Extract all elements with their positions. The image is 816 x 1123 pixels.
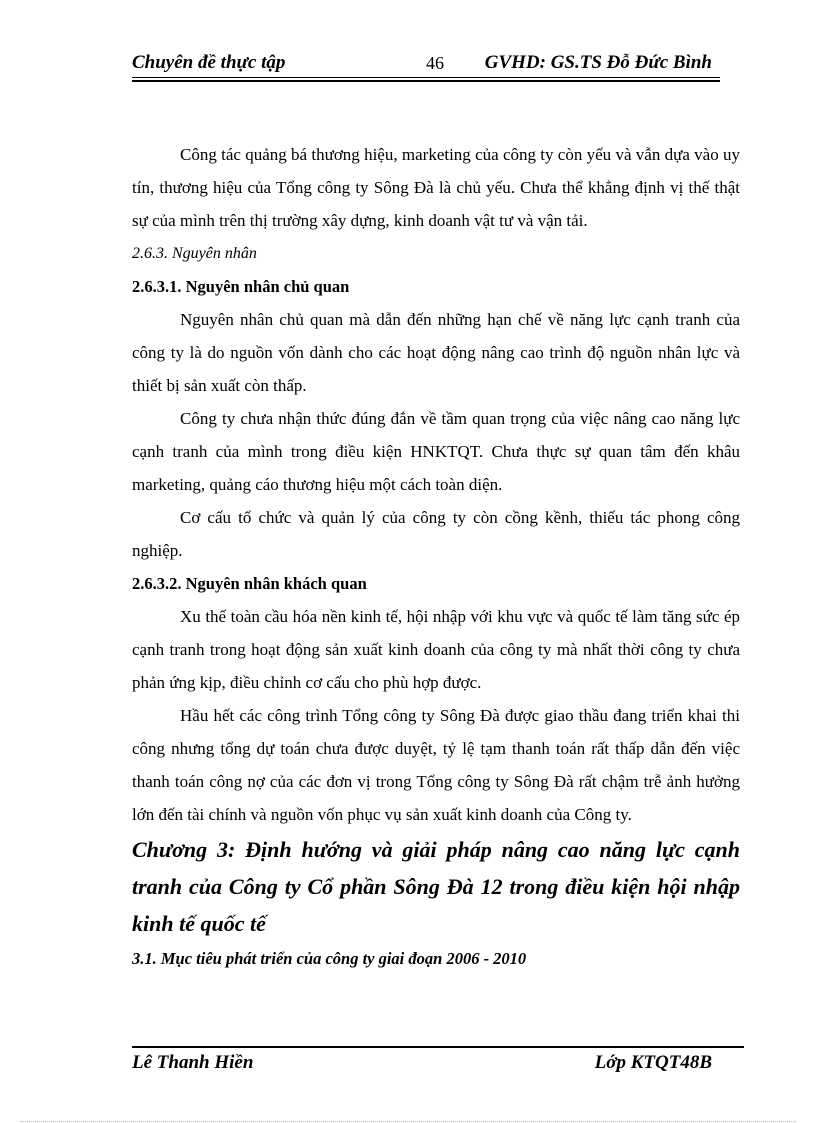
header-title: Chuyên đề thực tập bbox=[132, 52, 286, 73]
footer-author: Lê Thanh Hiền bbox=[132, 1052, 254, 1073]
paragraph-structure: Cơ cấu tổ chức và quản lý của công ty còn cồng kềnh, thiếu tác phong công nghiệp. bbox=[132, 508, 740, 560]
paragraph-payment-delay: Hầu hết các công trình Tổng công ty Sông Đà được giao thầu đang triển khai thi công nhưng tổng dự toán chưa được duyệt, tỷ lệ tạm thanh toán rất thấp dẫn đến việc thanh toán công nợ của các đơn vị trong Tổng công ty Sông Đà rất chậm trễ ảnh hưởng lớn đến tài chính và nguồn vốn phục vụ sản xuất kinh doanh của Công ty. bbox=[132, 706, 740, 824]
heading-2-6-3-1: 2.6.3.1. Nguyên nhân chủ quan bbox=[132, 277, 350, 296]
paragraph-globalization: Xu thế toàn cầu hóa nền kinh tế, hội nhập với khu vực và quốc tế làm tăng sức ép cạnh tranh trong hoạt động sản xuất kinh doanh của công ty mà nhất thời công ty chưa phản ứng kịp, điều chỉnh cơ cấu cho phù hợp được. bbox=[132, 607, 740, 692]
paragraph-subjective-cause: Nguyên nhân chủ quan mà dẫn đến những hạn chế về năng lực cạnh tranh của công ty là do nguồn vốn dành cho các hoạt động nâng cao trình độ nguồn nhân lực và thiết bị sản xuất còn thấp. bbox=[132, 310, 740, 395]
footer-divider bbox=[132, 1046, 744, 1048]
header-divider bbox=[132, 77, 720, 78]
page-header bbox=[132, 50, 720, 76]
header-supervisor: GVHD: GS.TS Đỗ Đức Bình bbox=[484, 52, 712, 73]
header-divider-thick bbox=[132, 80, 720, 82]
heading-2-6-3: 2.6.3. Nguyên nhân bbox=[132, 245, 257, 262]
page-body bbox=[132, 138, 740, 976]
footer-class: Lớp KTQT48B bbox=[594, 1052, 712, 1073]
paragraph-awareness: Công ty chưa nhận thức đúng đắn về tầm quan trọng của việc nâng cao năng lực cạnh tranh của mình trong điều kiện HNKTQT. Chưa thực sự quan tâm đến khâu marketing, quảng cáo thương hiệu một cách toàn diện. bbox=[132, 409, 740, 494]
page-number: 46 bbox=[426, 53, 444, 73]
page-edge-guide bbox=[20, 1121, 796, 1122]
heading-2-6-3-2: 2.6.3.2. Nguyên nhân khách quan bbox=[132, 574, 367, 593]
page-footer bbox=[132, 1050, 712, 1076]
paragraph-marketing: Công tác quảng bá thương hiệu, marketing của công ty còn yếu và vẫn dựa vào uy tín, thương hiệu của Tổng công ty Sông Đà là chủ yếu. Chưa thể khẳng định vị thế thật sự của mình trên thị trường xây dựng, kinh doanh vật tư và vận tải. bbox=[132, 145, 740, 230]
heading-3-1: 3.1. Mục tiêu phát triển của công ty giai đoạn 2006 - 2010 bbox=[132, 949, 527, 968]
chapter-3-title: Chương 3: Định hướng và giải pháp nâng cao năng lực cạnh tranh của Công ty Cổ phần Sông Đà 12 trong điều kiện hội nhập kinh tế quốc tế bbox=[132, 837, 740, 936]
